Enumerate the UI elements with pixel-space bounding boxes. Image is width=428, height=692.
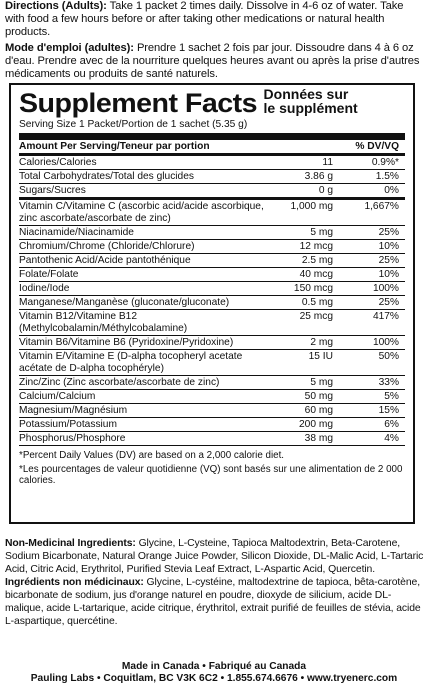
nutrient-dv: 50% (378, 350, 399, 362)
nutrient-amount: 15 IU (308, 350, 333, 362)
nutrient-amount: 3.86 g (304, 170, 333, 182)
ingredients-en-text: Glycine, L-Cysteine, Tapioca Maltodextrin, Beta-Carotene, Sodium Bicarbonate, Natural Orange Juice Powder, Silicon Dioxide, DL-Malic Acid, L-Tartaric Acid, Citric Acid, Erythritol, Purified Stevia Leaf Extract, L-Aspartic Acid, Quercetin. (5, 538, 424, 575)
nutrient-name: Calories/Calories (19, 156, 97, 168)
ingredients-en (5, 537, 425, 576)
nutrient-name: Calcium/Calcium (19, 390, 96, 402)
ingredients-en-label: Non-Medicinal Ingredients: (5, 538, 136, 549)
facts-footnote (19, 446, 405, 487)
nutrient-amount: 200 mg (299, 418, 333, 430)
facts-row (19, 254, 405, 268)
nutrient-amount: 150 mcg (293, 282, 333, 294)
facts-rows (19, 156, 405, 446)
facts-row (19, 156, 405, 170)
nutrient-name: Vitamin B6/Vitamine B6 (Pyridoxine/Pyridoxine) (19, 336, 234, 348)
nutrient-amount: 25 mcg (299, 310, 333, 322)
nutrient-amount: 12 mcg (299, 240, 333, 252)
nutrient-amount: 60 mg (304, 404, 333, 416)
col-amount-per-serving: Amount Per Serving/Teneur par portion (19, 141, 210, 152)
supplement-facts-panel (9, 83, 415, 524)
directions-en-label: Directions (Adults): (5, 0, 107, 12)
nutrient-dv: 10% (378, 268, 399, 280)
nutrient-amount: 40 mcg (299, 268, 333, 280)
nutrient-dv: 100% (372, 282, 399, 294)
made-in-canada: Made in Canada • Fabriqué au Canada (121, 661, 307, 672)
nutrient-amount: 2.5 mg (301, 254, 333, 266)
nutrient-name: Vitamin E/Vitamine E (D-alpha tocopheryl acetate acétate de D-alpha tocophéryle) (19, 350, 243, 374)
facts-title-fr-line1: Données sur (263, 86, 349, 102)
directions-en-text: Take 1 packet 2 times daily. Dissolve in 4-6 oz of water. Take with food a few hours before or after taking other medications or natural health products. (5, 0, 404, 38)
nutrient-amount: 0 g (318, 184, 333, 196)
nutrient-amount: 11 (322, 156, 333, 168)
nutrient-amount: 1,000 mg (290, 200, 333, 212)
nutrient-dv: 25% (378, 254, 399, 266)
nutrient-name: Magnesium/Magnésium (19, 404, 128, 416)
nutrient-dv: 5% (384, 390, 399, 402)
directions-fr (5, 42, 425, 81)
footnote-fr: *Les pourcentages de valeur quotidienne (VQ) sont basés sur une alimentation de 2 000 calories. (19, 463, 403, 486)
facts-row (19, 226, 405, 240)
nutrient-amount: 2 mg (310, 336, 333, 348)
nutrient-dv: 4% (384, 432, 399, 444)
nutrient-dv: 25% (378, 296, 399, 308)
nutrient-dv: 1.5% (375, 170, 399, 182)
facts-row (19, 184, 405, 200)
nutrient-dv: 417% (372, 310, 399, 322)
directions-en (5, 0, 425, 39)
directions-section (5, 0, 425, 81)
ingredients-fr (5, 576, 425, 628)
facts-header (19, 85, 405, 118)
nutrient-amount: 38 mg (304, 432, 333, 444)
nutrient-name: Folate/Folate (19, 268, 79, 280)
facts-title: Supplement Facts (19, 88, 258, 118)
ingredients-section (5, 537, 425, 628)
nutrient-dv: 100% (372, 336, 399, 348)
facts-row (19, 268, 405, 282)
ingredients-fr-text: Glycine, L-cystéine, maltodextrine de tapioca, bêta-carotène, bicarbonate de sodium, jus d'orange naturel en poudre, dioxyde de silicium, acide DL-malique, acide L-tartarique, acide citrique, érythritol, extrait purifié de feuilles de stévia, acide L-aspartique, quercétine. (5, 577, 421, 627)
directions-fr-text: Prendre 1 sachet 2 fois par jour. Dissoudre dans 4 à 6 oz d'eau. Prendre avec de la nourriture quelques heures avant ou après la prise d'autres médicaments ou produits de santé naturels. (5, 42, 420, 80)
serving-size: Serving Size 1 Packet/Portion de 1 sachet (5.35 g) (19, 118, 405, 140)
facts-row (19, 296, 405, 310)
nutrient-amount: 5 mg (310, 376, 333, 388)
facts-row (19, 376, 405, 390)
nutrient-name: Sugars/Sucres (19, 184, 86, 196)
nutrient-amount: 50 mg (304, 390, 333, 402)
facts-row (19, 390, 405, 404)
facts-row (19, 310, 405, 336)
directions-fr-label: Mode d'emploi (adultes): (5, 42, 134, 54)
facts-column-header (19, 140, 405, 156)
nutrient-dv: 1,667% (364, 200, 399, 212)
nutrient-amount: 0.5 mg (301, 296, 333, 308)
nutrient-dv: 15% (378, 404, 399, 416)
nutrient-name: Manganese/Manganèse (gluconate/gluconate) (19, 296, 230, 308)
nutrient-dv: 10% (378, 240, 399, 252)
company-info: Pauling Labs • Coquitlam, BC V3K 6C2 • 1.855.674.6676 • www.tryenerc.com (30, 673, 398, 684)
nutrient-name: Vitamin C/Vitamine C (ascorbic acid/acide ascorbique, zinc ascorbate/ascorbate de zinc) (19, 200, 264, 224)
nutrient-dv: 33% (378, 376, 399, 388)
facts-row (19, 404, 405, 418)
nutrient-name: Potassium/Potassium (19, 418, 117, 430)
facts-row (19, 170, 405, 184)
ingredients-fr-label: Ingrédients non médicinaux: (5, 577, 144, 588)
nutrient-dv: 0.9%* (371, 156, 399, 168)
facts-row (19, 282, 405, 296)
col-dv: % DV/VQ (355, 141, 399, 152)
nutrient-name: Pantothenic Acid/Acide pantothénique (19, 254, 191, 266)
facts-row (19, 350, 405, 376)
nutrient-name: Zinc/Zinc (Zinc ascorbate/ascorbate de zinc) (19, 376, 220, 388)
facts-row (19, 240, 405, 254)
facts-row (19, 336, 405, 350)
nutrient-name: Total Carbohydrates/Total des glucides (19, 170, 194, 182)
footer (0, 661, 428, 685)
footnote-en: *Percent Daily Values (DV) are based on a 2,000 calorie diet. (19, 450, 285, 461)
nutrient-amount: 5 mg (310, 226, 333, 238)
nutrient-dv: 25% (378, 226, 399, 238)
nutrient-dv: 6% (384, 418, 399, 430)
nutrient-name: Niacinamide/Niacinamide (19, 226, 134, 238)
nutrient-name: Phosphorus/Phosphore (19, 432, 126, 444)
nutrient-name: Iodine/Iode (19, 282, 70, 294)
nutrient-name: Chromium/Chrome (Chloride/Chlorure) (19, 240, 195, 252)
facts-row (19, 418, 405, 432)
facts-row (19, 432, 405, 446)
facts-row (19, 200, 405, 226)
facts-title-fr (264, 87, 358, 118)
nutrient-dv: 0% (384, 184, 399, 196)
facts-title-fr-line2: le supplément (263, 100, 358, 116)
nutrient-name: Vitamin B12/Vitamine B12 (Methylcobalamin/Méthylcobalamine) (19, 310, 188, 334)
